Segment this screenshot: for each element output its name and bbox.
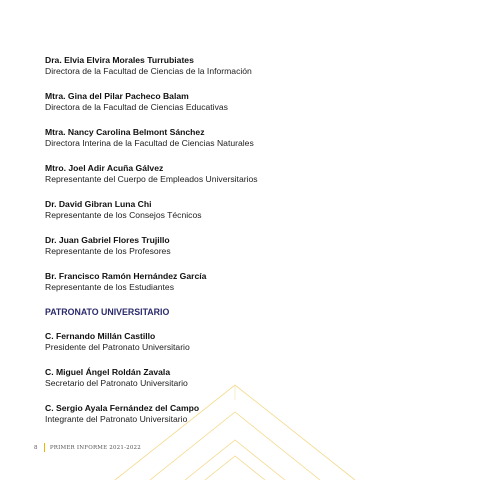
person-name: Dra. Elvia Elvira Morales Turrubiates [45, 55, 194, 65]
person-name: Dr. David Gibran Luna Chi [45, 199, 152, 209]
person-role: Presidente del Patronato Universitario [45, 342, 190, 352]
person-name: Mtra. Gina del Pilar Pacheco Balam [45, 91, 189, 101]
person-role: Integrante del Patronato Universitario [45, 414, 188, 424]
person-name: Dr. Juan Gabriel Flores Trujillo [45, 235, 170, 245]
list-item [45, 403, 445, 425]
list-item [45, 367, 445, 389]
page-footer [34, 443, 141, 452]
section-heading: PATRONATO UNIVERSITARIO [45, 307, 170, 317]
list-item [45, 271, 445, 293]
person-role: Representante de los Consejos Técnicos [45, 210, 202, 220]
person-role: Representante de los Estudiantes [45, 282, 174, 292]
list-item [45, 127, 445, 149]
person-role: Secretario del Patronato Universitario [45, 378, 188, 388]
person-name: C. Miguel Ángel Roldán Zavala [45, 367, 171, 377]
person-role: Representante del Cuerpo de Empleados Universitarios [45, 174, 258, 184]
list-item [45, 55, 445, 77]
person-role: Directora de la Facultad de Ciencias Educativas [45, 102, 228, 112]
list-item [45, 199, 445, 221]
person-name: C. Fernando Millán Castillo [45, 331, 156, 341]
person-name: C. Sergio Ayala Fernández del Campo [45, 403, 200, 413]
person-name: Mtro. Joel Adir Acuña Gálvez [45, 163, 164, 173]
report-title: PRIMER INFORME 2021-2022 [49, 444, 141, 451]
person-role: Directora de la Facultad de Ciencias de la Información [45, 66, 252, 76]
footer-accent-bar [44, 443, 45, 452]
page-number: 8 [34, 444, 38, 451]
person-name: Mtra. Nancy Carolina Belmont Sánchez [45, 127, 205, 137]
document-body [45, 55, 445, 439]
person-name: Br. Francisco Ramón Hernández García [45, 271, 207, 281]
person-role: Directora Interina de la Facultad de Ciencias Naturales [45, 138, 254, 148]
list-item [45, 163, 445, 185]
list-item [45, 235, 445, 257]
list-item [45, 331, 445, 353]
list-item [45, 91, 445, 113]
person-role: Representante de los Profesores [45, 246, 171, 256]
